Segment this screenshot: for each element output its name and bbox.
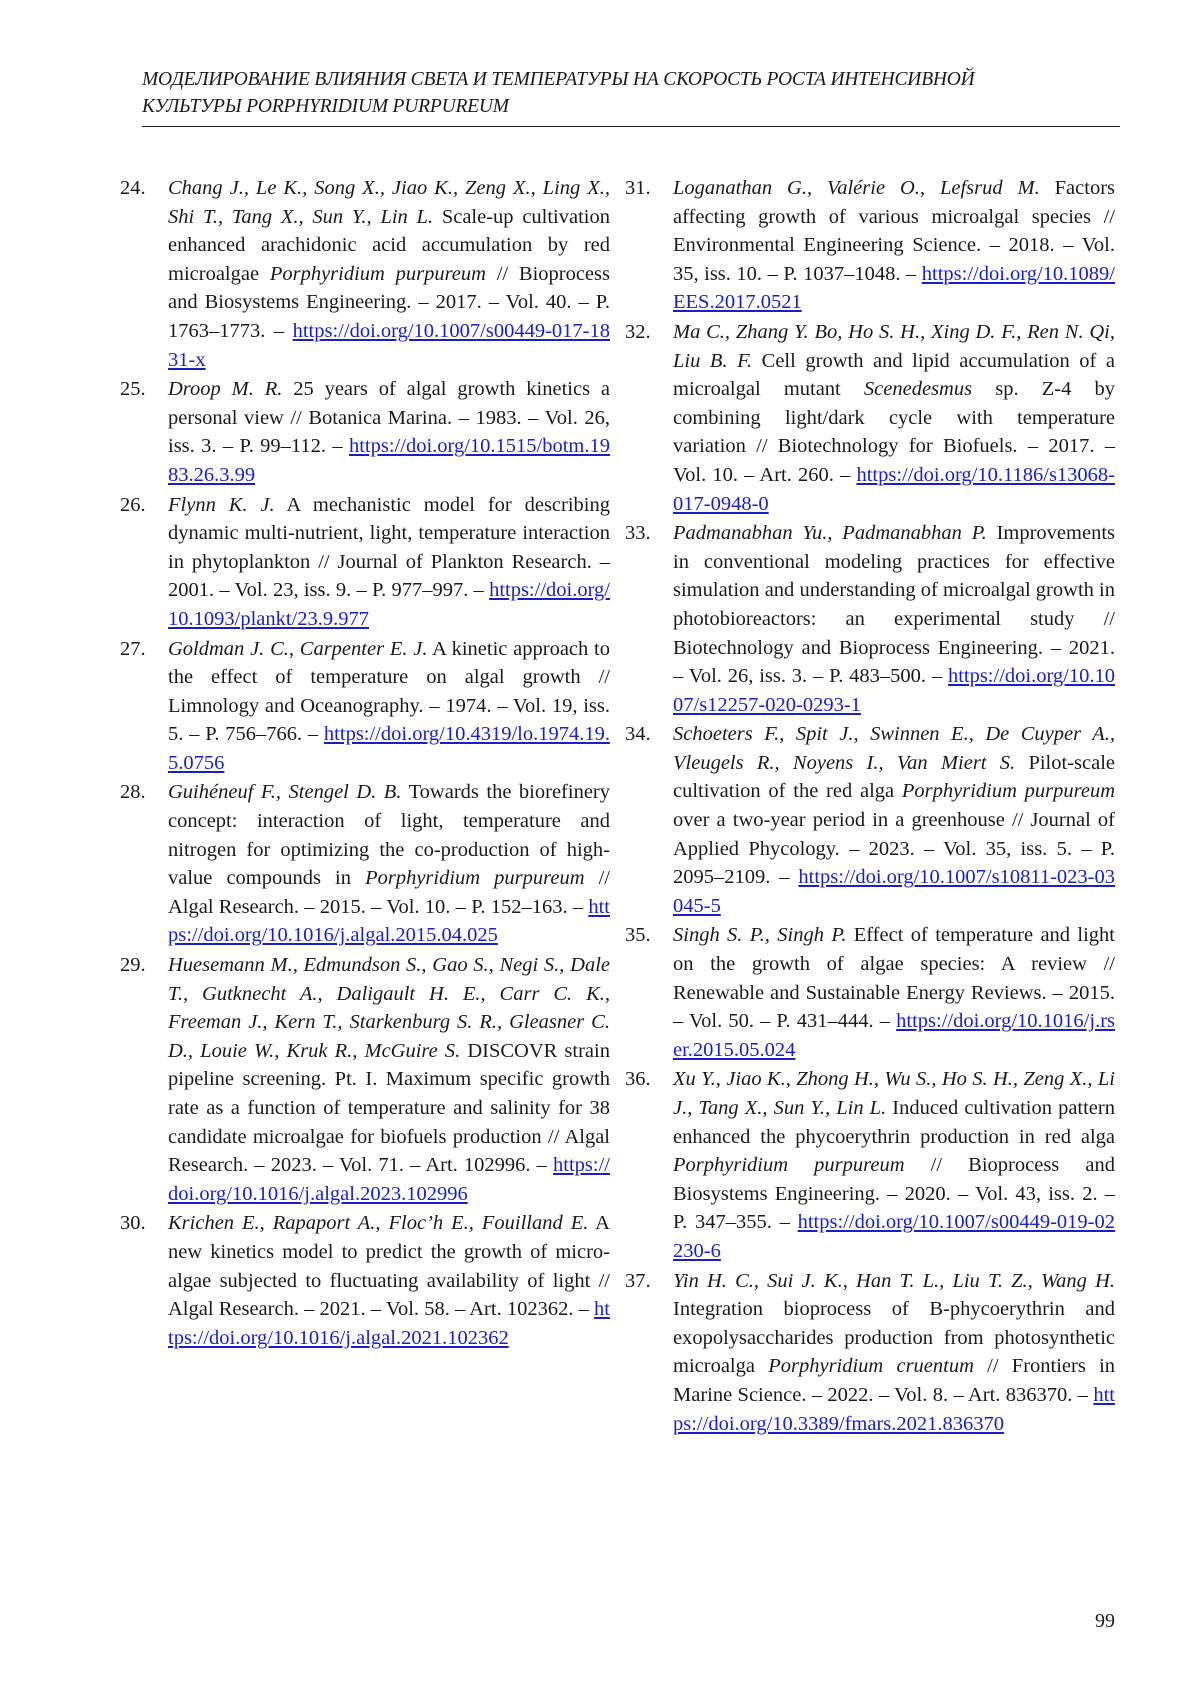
reference-number: 25.: [120, 378, 146, 401]
reference-authors: Huesemann M., Edmundson S., Gao S., Negi S., Dale T., Gutknecht A., Daligault H. E., Carr C. K., Freeman J., Kern T., Starkenburg S. R., Gleasner C. D., Louie W., Kruk R., McGuire S.: [168, 954, 610, 1062]
reference-authors: Ma C., Zhang Y. Bo, Ho S. H., Xing D. F., Ren N. Qi, Liu B. F.: [673, 320, 1115, 372]
reference-authors: Guihéneuf F., Stengel D. B.: [168, 781, 402, 804]
reference-text: Improvements in conventional modeling practices for effective simulation and understanding of microalgal growth in photobioreactors: an experimental study // Biotechnology and Bioprocess Engineering. – 2021. – Vol. 26, iss. 3. – P. 483–500. –: [673, 522, 1115, 688]
reference-authors: Goldman J. C., Carpenter E. J.: [168, 637, 428, 660]
reference-text-tail: // Bioprocess and Biosystems Engineering. – 2017. – Vol. 40. – P. 1763–1773. –: [168, 262, 610, 342]
reference-italic-term: Porphyridium purpureum: [901, 780, 1115, 803]
reference-entry: [120, 174, 610, 374]
reference-number: 32.: [625, 320, 651, 343]
reference-doi-link[interactable]: https://doi.org/10.1016/j.rser.2015.05.024: [673, 1010, 1115, 1061]
reference-number: 29.: [120, 954, 146, 977]
reference-authors: Krichen E., Rapaport A., Floc’h E., Fouilland E.: [168, 1212, 589, 1235]
reference-doi-link[interactable]: https://doi.org/10.1016/j.algal.2021.102362: [168, 1298, 610, 1349]
reference-entry: [625, 921, 1115, 1064]
reference-text: A new kinetics model to predict the growth of micro-algae subjected to fluctuating availability of light // Algal Research. – 2021. – Vol. 58. – Art. 102362. –: [168, 1212, 610, 1321]
reference-italic-term: Porphyridium purpureum: [269, 262, 486, 285]
reference-text: A mechanistic model for describing dynamic multi-nutrient, light, temperature interaction in phytoplankton // Journal of Plankton Research. – 2001. – Vol. 23, iss. 9. – P. 977–997. –: [168, 493, 611, 602]
references-left-column: [120, 174, 610, 1353]
reference-doi-link[interactable]: https://doi.org/10.1007/s12257-020-0293-1: [673, 665, 1115, 716]
reference-text-tail: // Algal Research. – 2015. – Vol. 10. – P. 152–163. –: [168, 867, 610, 918]
reference-entry: [625, 1267, 1115, 1439]
reference-authors: Padmanabhan Yu., Padmanabhan P.: [673, 522, 987, 545]
reference-doi-link[interactable]: https://doi.org/10.1016/j.algal.2015.04.025: [168, 895, 610, 947]
reference-text-tail: // Frontiers in Marine Science. – 2022. – Vol. 8. – Art. 836370. –: [673, 1355, 1116, 1406]
reference-number: 30.: [120, 1212, 146, 1235]
reference-entry: [625, 720, 1115, 920]
reference-number: 27.: [120, 637, 146, 660]
reference-authors: Yin H. C., Sui J. K., Han T. L., Liu T. Z., Wang H.: [673, 1269, 1115, 1292]
reference-text-tail: sp. Z-4 by combining light/dark cycle with temperature variation // Biotechnology for Biofuels. – 2017. – Vol. 10. – Art. 260. –: [673, 378, 1116, 486]
reference-text: Effect of temperature and light on the growth of algae species: A review // Renewable and Sustainable Energy Reviews. – 2015. – Vol. 50. – P. 431–444. –: [673, 924, 1115, 1033]
reference-authors: Schoeters F., Spit J., Swinnen E., De Cuyper A., Vleugels R., Noyens I., Van Miert S.: [673, 723, 1115, 774]
reference-text: Scale-up cultivation enhanced arachidonic acid accumulation by red microalgae: [168, 205, 610, 285]
reference-doi-link[interactable]: https://doi.org/10.1093/plankt/23.9.977: [168, 579, 610, 630]
running-header-line-2: КУЛЬТУРЫ PORPHYRIDIUM PURPUREUM: [142, 96, 509, 117]
reference-authors: Chang J., Le K., Song X., Jiao K., Zeng X., Ling X., Shi T., Tang X., Sun Y., Lin L.: [168, 177, 610, 228]
reference-number: 33.: [625, 522, 651, 545]
reference-entry: [120, 951, 610, 1208]
reference-text: Cell growth and lipid accumulation of a microalgal mutant: [673, 349, 1116, 401]
reference-text-tail: // Bioprocess and Biosystems Engineering. – 2020. – Vol. 43, iss. 2. – P. 347–355. –: [673, 1154, 1116, 1234]
reference-text: 25 years of algal growth kinetics a personal view // Botanica Marina. – 1983. – Vol. 26, iss. 3. – P. 99–112. –: [168, 378, 611, 458]
reference-number: 24.: [120, 177, 146, 199]
reference-text: A kinetic approach to the effect of temperature on algal growth // Limnology and Oceanography. – 1974. – Vol. 19, iss. 5. – P. 756–766. –: [168, 637, 610, 746]
references-right-column: [625, 174, 1115, 1439]
reference-number: 37.: [625, 1269, 651, 1292]
reference-italic-term: Porphyridium cruentum: [768, 1355, 974, 1378]
reference-entry: [120, 778, 610, 950]
reference-italic-term: Porphyridium purpureum: [673, 1154, 905, 1177]
reference-doi-link[interactable]: https://doi.org/10.1186/s13068-017-0948-0: [673, 463, 1115, 515]
running-header: [142, 66, 1120, 127]
reference-authors: Singh S. P., Singh P.: [673, 924, 847, 947]
reference-italic-term: Porphyridium purpureum: [365, 867, 585, 890]
reference-doi-link[interactable]: https://doi.org/10.1515/botm.1983.26.3.99: [168, 435, 610, 486]
reference-authors: Flynn K. J.: [168, 493, 275, 516]
reference-text: Pilot-scale cultivation of the red alga: [673, 751, 1115, 803]
running-header-line-1: МОДЕЛИРОВАНИЕ ВЛИЯНИЯ СВЕТА И ТЕМПЕРАТУРЫ НА СКОРОСТЬ РОСТА ИНТЕНСИВНОЙ: [142, 69, 975, 90]
reference-doi-link[interactable]: https://doi.org/10.1007/s00449-019-02230-6: [673, 1211, 1115, 1262]
reference-text: Factors affecting growth of various microalgal species // Environmental Engineering Science. – 2018. – Vol. 35, iss. 10. – P. 1037–1048. –: [673, 177, 1116, 285]
reference-number: 31.: [625, 177, 651, 199]
reference-text: DISCOVR strain pipeline screening. Pt. I. Maximum specific growth rate as a function of temperature and salinity for 38 candidate microalgae for biofuels production // Algal Research. – 2023. – Vol. 71. – Art. 102996. –: [168, 1039, 610, 1177]
reference-entry: [120, 635, 610, 778]
reference-number: 36.: [625, 1068, 651, 1091]
reference-doi-link[interactable]: https://doi.org/10.1016/j.algal.2023.102996: [168, 1154, 610, 1205]
reference-authors: Xu Y., Jiao K., Zhong H., Wu S., Ho S. H., Zeng X., Li J., Tang X., Sun Y., Lin L.: [673, 1068, 1115, 1119]
reference-doi-link[interactable]: https://doi.org/10.3389/fmars.2021.836370: [673, 1383, 1115, 1435]
reference-entry: [625, 318, 1115, 518]
reference-text-tail: over a two-year period in a greenhouse // Journal of Applied Phycology. – 2023. – Vol. 35, iss. 5. – P. 2095–2109. –: [673, 809, 1115, 889]
reference-text: Towards the biorefinery concept: interaction of light, temperature and nitrogen for optimizing the co-production of high-value compounds in: [168, 781, 610, 890]
reference-entry: [625, 1065, 1115, 1265]
reference-number: 34.: [625, 723, 651, 746]
reference-entry: [625, 174, 1115, 317]
reference-text: Integration bioprocess of B-phycoerythrin and exopolysaccharides production from photosynthetic microalga: [673, 1298, 1115, 1378]
reference-number: 26.: [120, 493, 146, 516]
reference-entry: [120, 1209, 610, 1352]
reference-doi-link[interactable]: https://doi.org/10.1007/s10811-023-03045-5: [673, 866, 1115, 917]
reference-number: 35.: [625, 924, 651, 947]
reference-doi-link[interactable]: https://doi.org/10.4319/lo.1974.19.5.0756: [168, 723, 610, 774]
reference-entry: [120, 375, 610, 489]
reference-italic-term: Scenedesmus: [863, 378, 973, 401]
reference-text: Induced cultivation pattern enhanced the phycoerythrin production in red alga: [673, 1097, 1115, 1148]
reference-doi-link[interactable]: https://doi.org/10.1007/s00449-017-1831-x: [168, 319, 610, 371]
page-number: 99: [1095, 1610, 1115, 1632]
reference-entry: [625, 519, 1115, 719]
reference-number: 28.: [120, 781, 146, 804]
reference-authors: Loganathan G., Valérie O., Lefsrud M.: [673, 177, 1040, 199]
reference-doi-link[interactable]: https://doi.org/10.1089/EES.2017.0521: [673, 262, 1115, 314]
reference-entry: [120, 491, 610, 634]
reference-authors: Droop M. R.: [168, 378, 283, 401]
